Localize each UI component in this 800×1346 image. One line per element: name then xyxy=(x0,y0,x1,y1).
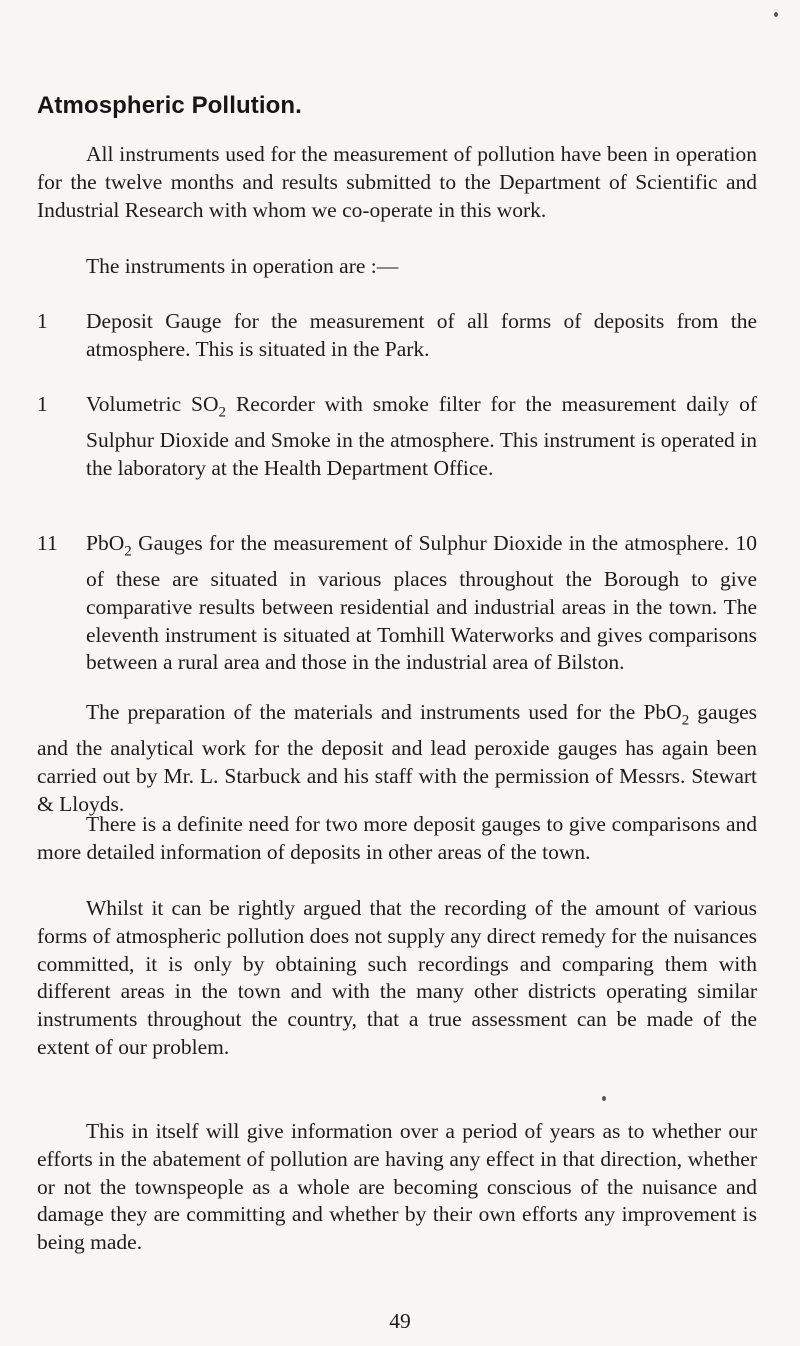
page-number: 49 xyxy=(389,1309,411,1333)
print-speck xyxy=(774,12,778,17)
need-paragraph: There is a definite need for two more deposit gauges to give comparisons and more detailed information of deposits in other areas of the town. xyxy=(37,812,757,864)
instrument-count: 1 xyxy=(37,392,48,416)
preparation-paragraph: The preparation of the materials and instruments used for the PbO$_2$ gauges and the analytical work for the deposit and lead peroxide gauges has again been carried out by Mr. L. Starbuck and his staff with the permission of Messrs. Stewart & Lloyds. xyxy=(37,700,757,816)
section-heading: Atmospheric Pollution. xyxy=(37,92,302,119)
instrument-count: 1 xyxy=(37,309,48,333)
this-itself-paragraph: This in itself will give information over a period of years as to whether our efforts in the abatement of pollution are having any effect in that direction, whether or not the townspeople as a whole are becoming conscious of the nuisance and damage they are committing and whether by their own efforts any improvement is being made. xyxy=(37,1119,757,1255)
instrument-description: Deposit Gauge for the measurement of all forms of deposits from the atmosphere. This is situated in the Park. xyxy=(86,309,757,361)
print-speck xyxy=(602,1096,606,1101)
whilst-paragraph: Whilst it can be rightly argued that the recording of the amount of various forms of atmospheric pollution does not supply any direct remedy for the nuisances committed, it is only by obtaining such recordings and comparing them with different areas in the town and with the many other districts operating similar instruments throughout the country, that a true assessment can be made of the extent of our problem. xyxy=(37,896,757,1059)
instrument-description: Volumetric $SO_2$ Recorder with smoke filter for the measurement daily of Sulphur Dioxide and Smoke in the atmosphere. This instrument is operated in the laboratory at the Health Department Office. xyxy=(86,392,757,480)
instruments-lead: The instruments in operation are :— xyxy=(86,254,399,278)
instrument-description: PbO$_2$ Gauges for the measurement of Sulphur Dioxide in the atmosphere. 10 of these are situated in various places throughout the Borough to give comparative results between residential and industrial areas in the town. The eleventh instrument is situated at Tomhill Waterworks and gives comparisons between a rural area and those in the industrial area of Bilston. xyxy=(86,531,757,675)
intro-paragraph: All instruments used for the measurement of pollution have been in operation for the twelve months and results submitted to the Department of Scientific and Industrial Research with whom we co-operate in this work. xyxy=(37,142,757,222)
instrument-count: 11 xyxy=(37,531,58,555)
